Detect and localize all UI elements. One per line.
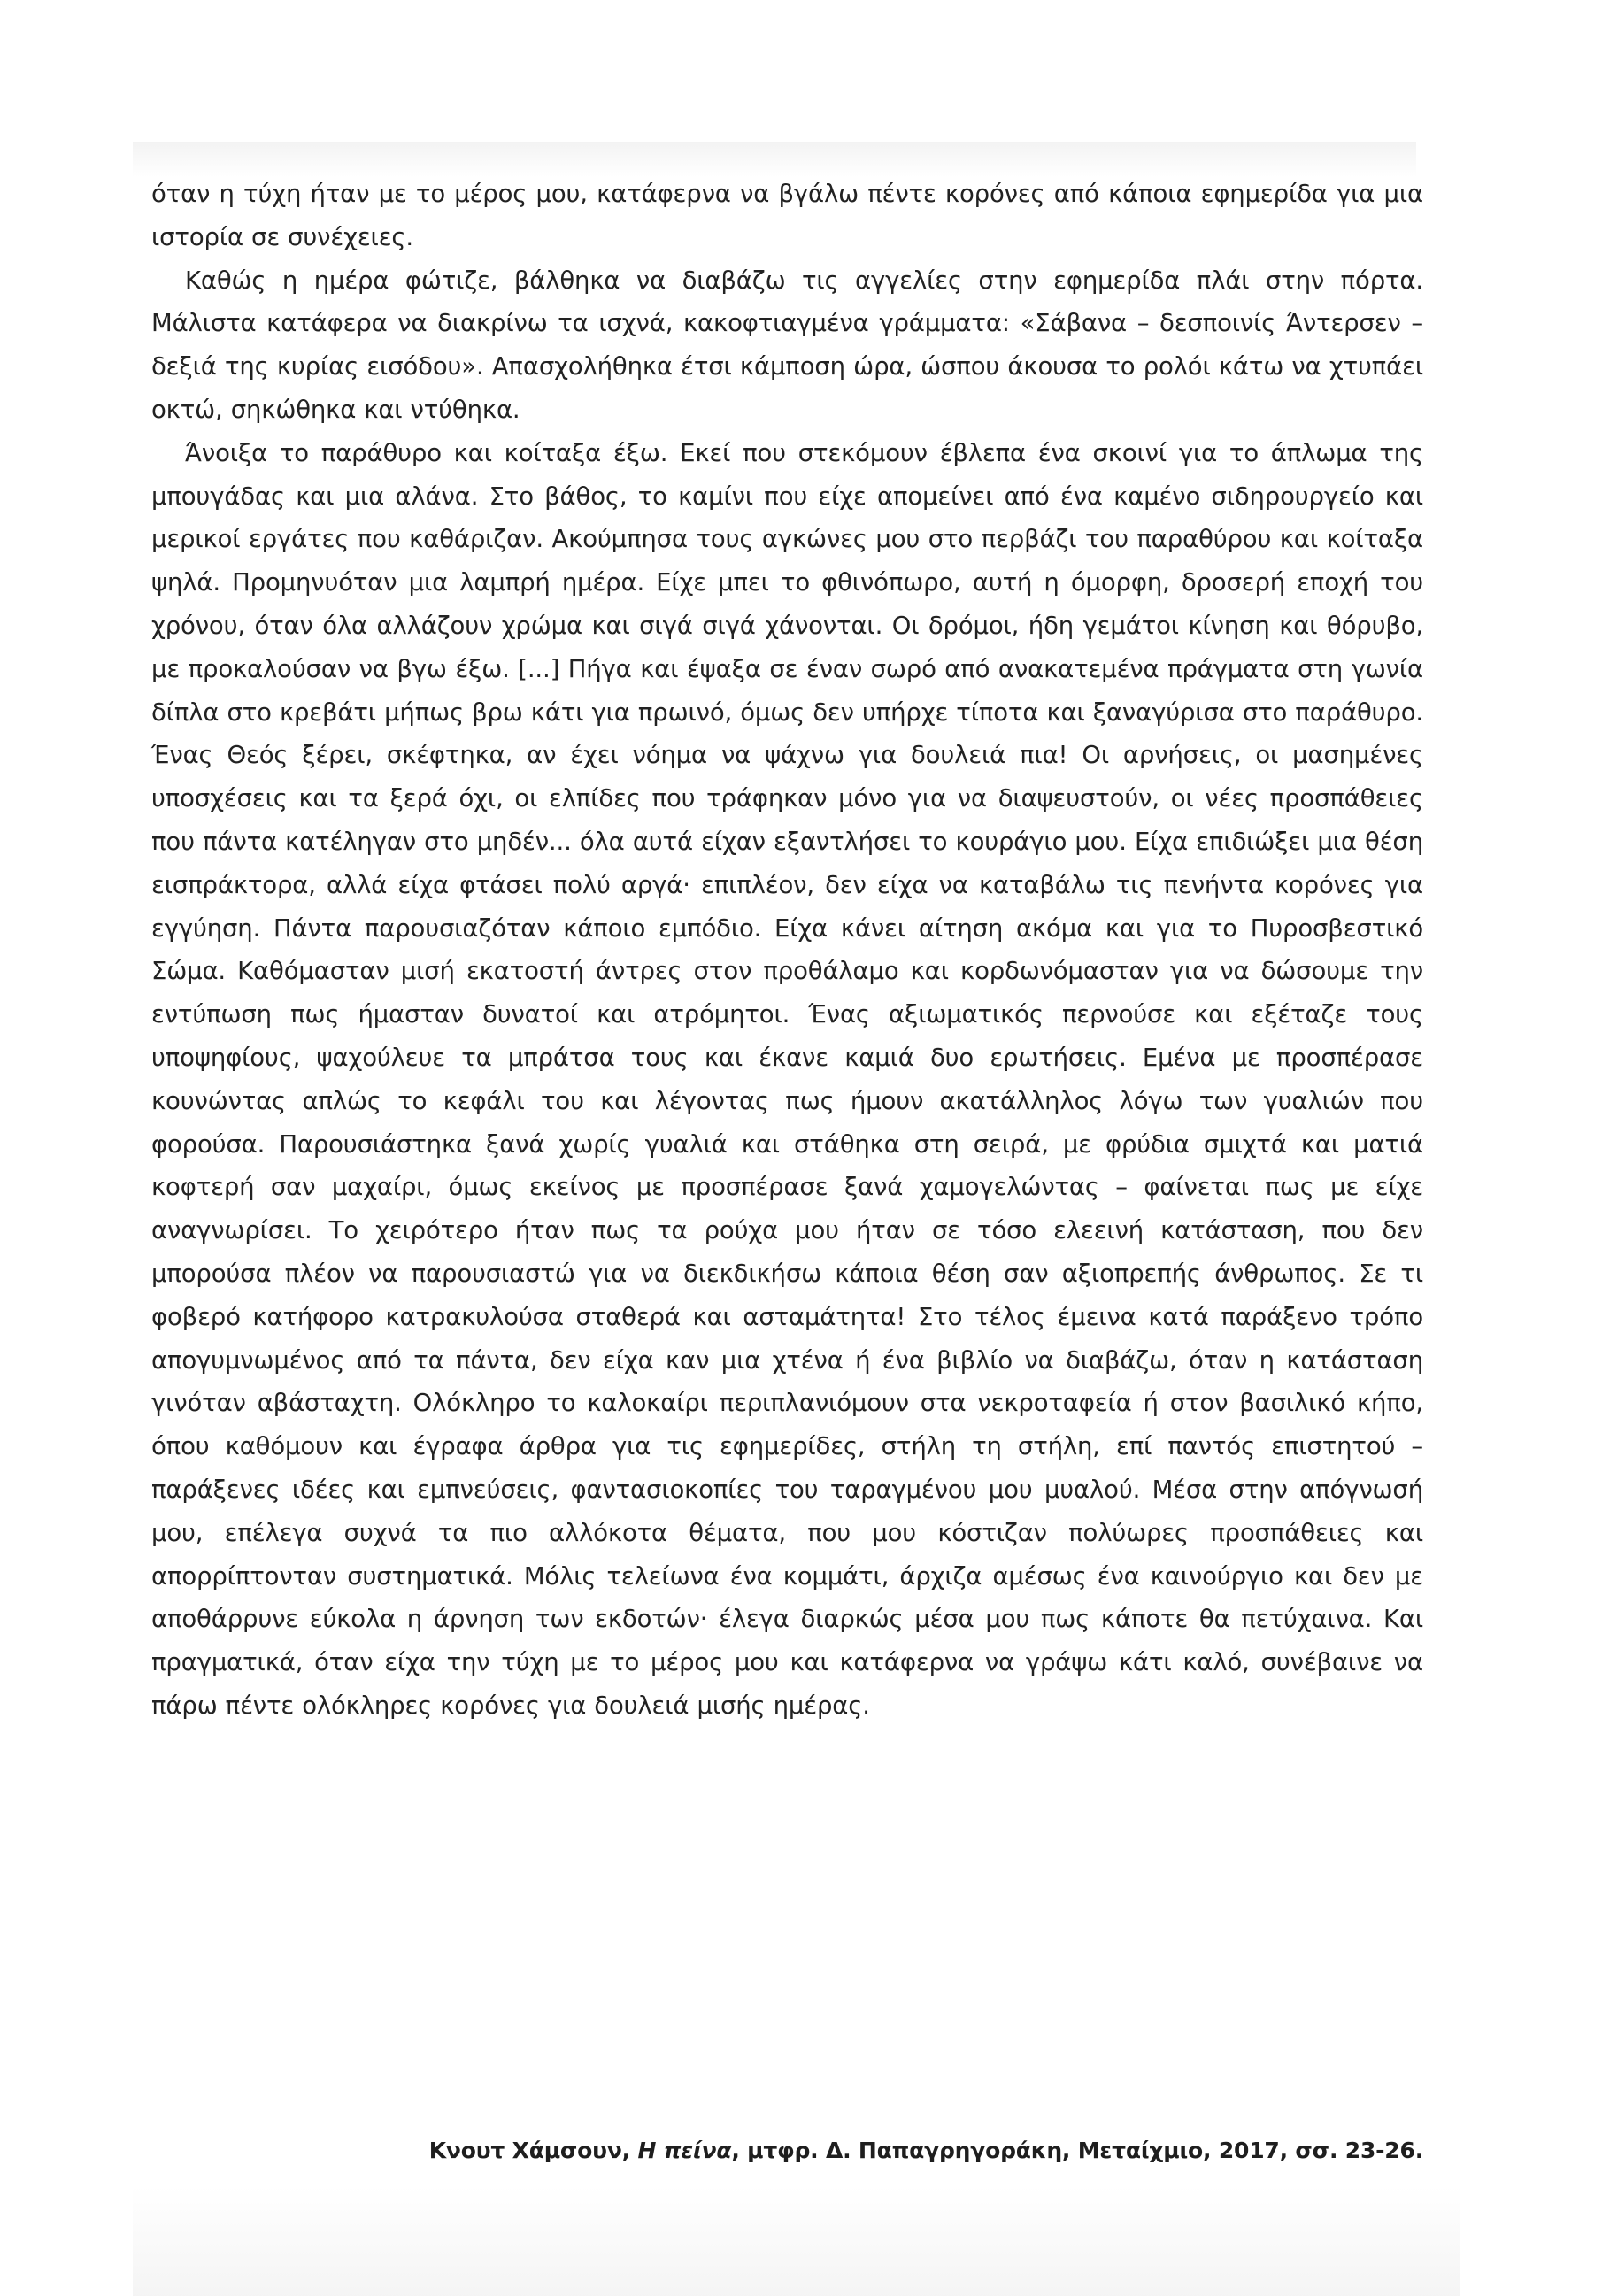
scan-shadow-bottom [133,2186,1460,2296]
document-page [151,173,1423,2163]
scan-shadow-top [133,142,1416,177]
paragraph-3: Άνοιξα το παράθυρο και κοίταξα έξω. Εκεί που στεκόμουν έβλεπα ένα σκοινί για το άπλωμα της μπουγάδας και μια αλάνα. Στο βάθος, το καμίνι που είχε απομείνει από ένα καμένο σιδηρουργείο και μερικοί εργάτες που καθάριζαν. Ακούμπησα τους αγκώνες μου στο περβάζι του παραθύρου και κοίταξα ψηλά. Προμηνυόταν μια λαμπρή ημέρα. Είχε μπει το φθινόπωρο, αυτή η όμορφη, δροσερή εποχή του χρόνου, όταν όλα αλλάζουν χρώμα και σιγά σιγά χάνονται. Οι δρόμοι, ήδη γεμάτοι κίνηση και θόρυβο, με προκαλούσαν να βγω έξω. [...] Πήγα και έψαξα σε έναν σωρό από ανακατεμένα πράγματα στη γωνία δίπλα στο κρεβάτι μήπως βρω κάτι για πρωινό, όμως δεν υπήρχε τίποτα και ξαναγύρισα στο παράθυρο. Ένας Θεός ξέρει, σκέφτηκα, αν έχει νόημα να ψάχνω για δουλειά πια! Οι αρνήσεις, οι μασημένες υποσχέσεις και τα ξερά όχι, οι ελπίδες που τράφηκαν μόνο για να διαψευστούν, οι νέες προσπάθειες που πάντα κατέληγαν στο μηδέν... όλα αυτά είχαν εξαντλήσει το κουράγιο μου. Είχα επιδιώξει μια θέση εισπράκτορα, αλλά είχα φτάσει πολύ αργά· επιπλέον, δεν είχα να καταβάλω τις πενήντα κορόνες για εγγύηση. Πάντα παρουσιαζόταν κάποιο εμπόδιο. Είχα κάνει αίτηση ακόμα και για το Πυροσβεστικό Σώμα. Καθόμασταν μισή εκατοστή άντρες στον προθάλαμο και κορδωνόμασταν για να δώσουμε την εντύπωση πως ήμασταν δυνατοί και ατρόμητοι. Ένας αξιωματικός περνούσε και εξέταζε τους υποψηφίους, ψαχούλευε τα μπράτσα τους και έκανε καμιά δυο ερωτήσεις. Εμένα με προσπέρασε κουνώντας απλώς το κεφάλι του και λέγοντας πως ήμουν ακατάλληλος λόγω των γυαλιών που φορούσα. Παρουσιάστηκα ξανά χωρίς γυαλιά και στάθηκα στη σειρά, με φρύδια σμιχτά και ματιά κοφτερή σαν μαχαίρι, όμως εκείνος με προσπέρασε ξανά χαμογελώντας – φαίνεται πως με είχε αναγνωρίσει. Το χειρότερο ήταν πως τα ρούχα μου ήταν σε τόσο ελεεινή κατάσταση, που δεν μπορούσα πλέον να παρουσιαστώ για να διεκδικήσω κάποια θέση σαν αξιοπρεπής άνθρωπος. Σε τι φοβερό κατήφορο κατρακυλούσα σταθερά και ασταμάτητα! Στο τέλος έμεινα κατά παράξενο τρόπο απογυμνωμένος από τα πάντα, δεν είχα καν μια χτένα ή ένα βιβλίο να διαβάζω, όταν η κατάσταση γινόταν αβάσταχτη. Ολόκληρο το καλοκαίρι περιπλανιόμουν στα νεκροταφεία ή στον βασιλικό κήπο, όπου καθόμουν και έγραφα άρθρα για τις εφημερίδες, στήλη τη στήλη, επί παντός επιστητού – παράξενες ιδέες και εμπνεύσεις, φαντασιοκοπίες του ταραγμένου μου μυαλού. Μέσα στην απόγνωσή μου, επέλεγα συχνά τα πιο αλλόκοτα θέματα, που μου κόστιζαν πολύωρες προσπάθειες και απορρίπτονταν συστηματικά. Μόλις τελείωνα ένα κομμάτι, άρχιζα αμέσως ένα καινούργιο και δεν με αποθάρρυνε εύκολα η άρνηση των εκδοτών· έλεγα διαρκώς μέσα μου πως κάποτε θα πετύχαινα. Και πραγματικά, όταν είχα την τύχη με το μέρος μου και κατάφερνα να γράψω κάτι καλό, συνέβαινε να πάρω πέντε ολόκληρες κορόνες για δουλειά μισής ημέρας. [151,438,1423,1720]
citation-details: , μτφρ. Δ. Παπαγρηγοράκη, Μεταίχμιο, 2017, σσ. 23-26. [731,2138,1423,2163]
citation-author: Κνουτ Χάμσουν, [428,2138,638,2163]
source-citation [429,2138,1423,2163]
citation-title: Η πείνα [637,2138,732,2163]
paragraph-2: Καθώς η ημέρα φώτιζε, βάλθηκα να διαβάζω τις αγγελίες στην εφημερίδα πλάι στην πόρτα. Μάλιστα κατάφερα να διακρίνω τα ισχνά, κακοφτιαγμένα γράμματα: «Σάβανα – δεσποινίς Άντερσεν – δεξιά της κυρίας εισόδου». Απασχολήθηκα έτσι κάμποση ώρα, ώσπου άκουσα το ρολόι κάτω να χτυπάει οκτώ, σηκώθηκα και ντύθηκα. [151,266,1423,424]
paragraph-1: όταν η τύχη ήταν με το μέρος μου, κατάφερνα να βγάλω πέντε κορόνες από κάποια εφημερίδα για μια ιστορία σε συνέχειες. [151,180,1423,251]
